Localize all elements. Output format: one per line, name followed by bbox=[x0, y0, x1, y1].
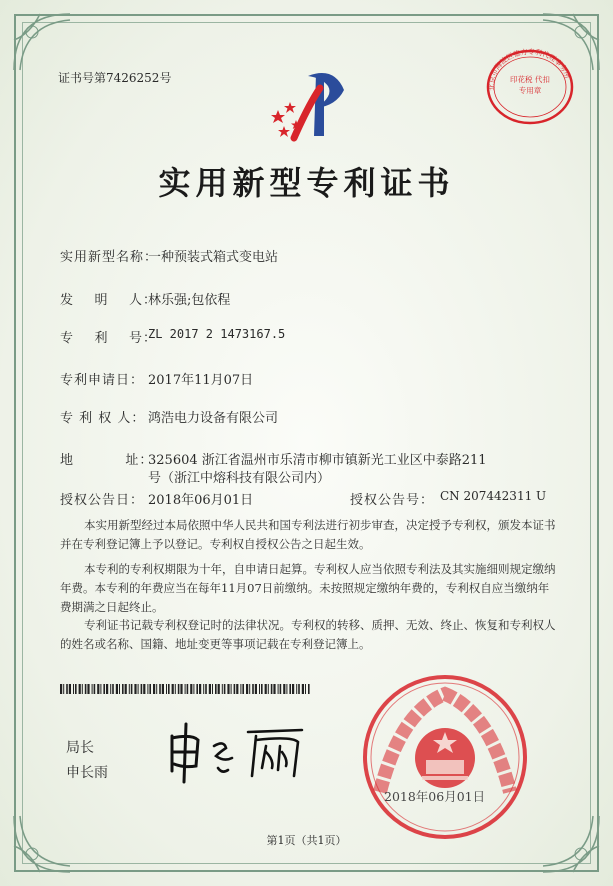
paragraph-2: 本专利的专利权期限为十年，自申请日起算。专利权人应当依照专利法及其实施细则规定缴纳年费。本专利的年费应当在每年11月07日前缴纳。未按照规定缴纳年费的，专利权自应当缴纳年费期满之日起终止。 bbox=[60, 562, 556, 614]
director-name: 申长雨 bbox=[66, 765, 108, 781]
utility-model-name-label: 实用新型名称： bbox=[60, 250, 159, 265]
application-date-value: 2017年11月07日 bbox=[148, 373, 254, 388]
certificate-number: 证书号第7426252号 bbox=[58, 71, 172, 85]
utility-model-name-value: 一种预装式箱式变电站 bbox=[148, 250, 279, 265]
grant-number-value: CN 207442311 U bbox=[440, 489, 547, 503]
address-line-2: 号（浙江中熔科技有限公司内） bbox=[148, 471, 331, 486]
certificate-title: 实用新型专利证书 bbox=[158, 164, 455, 202]
seal-date: 2018年06月01日 bbox=[384, 789, 486, 804]
director-title: 局长 bbox=[66, 740, 94, 756]
tax-stamp-ring-text: 北京市海淀区德方专利代理事务所 bbox=[487, 48, 572, 92]
patent-number-label: 专 利 号： bbox=[60, 331, 158, 346]
grant-date-value: 2018年06月01日 bbox=[148, 493, 254, 508]
patent-office-logo-icon bbox=[264, 66, 354, 146]
tax-stamp-center-text: 印花税 代扣专用章 bbox=[510, 75, 550, 95]
paragraph-3: 专利证书记载专利权登记时的法律状况。专利权的转移、质押、无效、终止、恢复和专利权人的姓名或名称、国籍、地址变更等事项记载在专利登记簿上。 bbox=[60, 618, 556, 651]
address-line-1: 325604 浙江省温州市乐清市柳市镇新光工业区中泰路211 bbox=[148, 453, 487, 468]
patent-number-value: ZL 2017 2 1473167.5 bbox=[148, 327, 286, 341]
patentee-value: 鸿浩电力设备有限公司 bbox=[148, 411, 279, 426]
director-signature bbox=[162, 716, 312, 786]
paragraph-1: 本实用新型经过本局依照中华人民共和国专利法进行初步审查，决定授予专利权，颁发本证书并在专利登记簿上予以登记。专利权自授权公告之日起生效。 bbox=[60, 518, 556, 551]
application-date-label: 专利申请日： bbox=[60, 373, 145, 388]
page-number: 第1页（共1页） bbox=[266, 834, 347, 847]
inventor-label: 发 明 人： bbox=[60, 293, 158, 308]
address-label: 地 址： bbox=[60, 453, 154, 468]
grant-date-label: 授权公告日： bbox=[60, 493, 145, 508]
grant-number-label: 授权公告号： bbox=[350, 493, 435, 508]
inventor-value: 林乐强;包依程 bbox=[148, 293, 231, 308]
barcode bbox=[60, 684, 312, 694]
tax-stamp-seal bbox=[484, 46, 576, 128]
official-seal bbox=[360, 672, 530, 842]
patentee-label: 专 利 权 人： bbox=[60, 411, 146, 426]
